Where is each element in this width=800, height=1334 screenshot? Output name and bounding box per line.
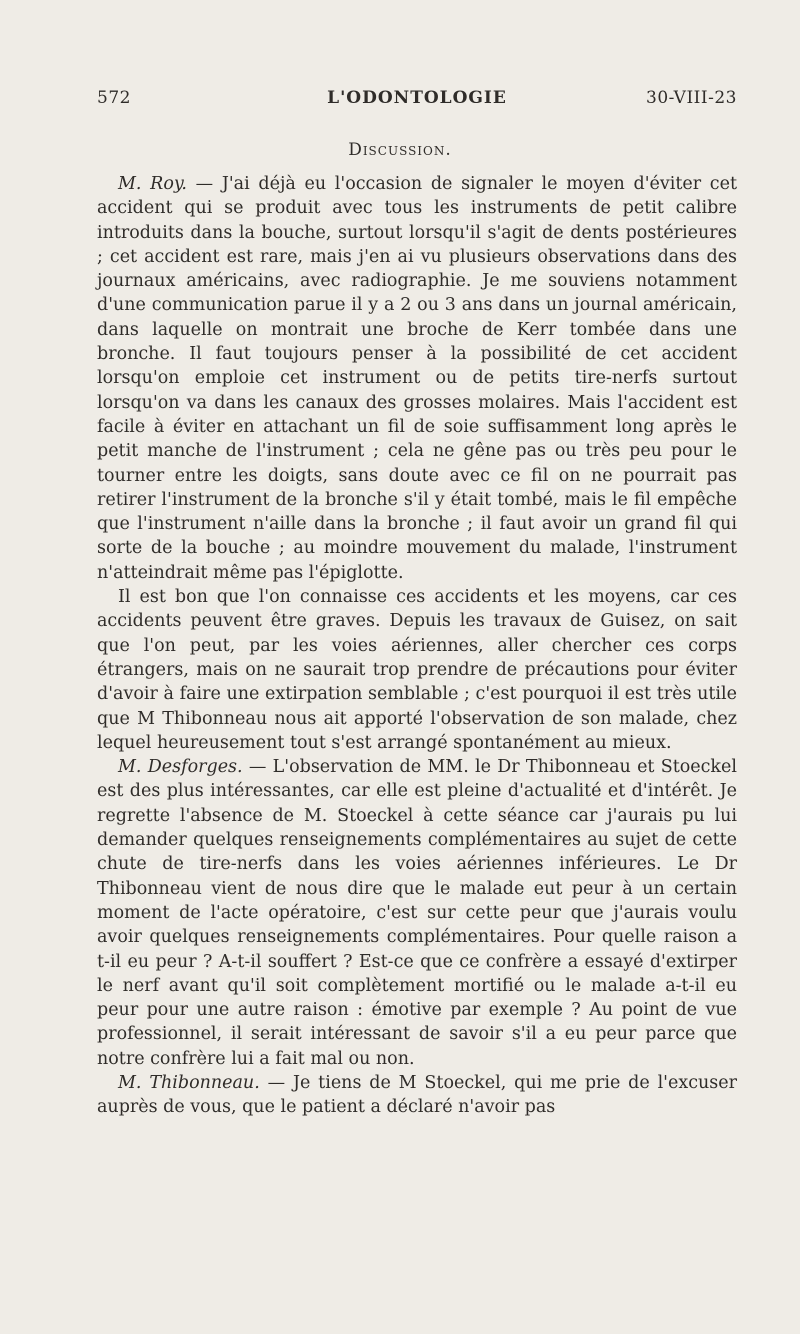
body-text <box>97 172 737 1120</box>
paragraph-thibonneau <box>97 1071 737 1120</box>
paragraph-text: — Je tiens de M Stoeckel, qui me prie de l'excuser auprès de vous, que le patient a déclaré n'avoir pas <box>97 1072 737 1118</box>
section-title: Discussion. <box>348 140 452 160</box>
speaker-name: M. Thibonneau. <box>118 1072 260 1093</box>
paragraph-text: — L'observation de MM. le Dr Thibonneau et Stoeckel est des plus intéressantes, car elle est pleine d'actualité et d'intérêt. Je regrette l'absence de M. Stoeckel à cette séance car j'aurais pu lui demander quelques renseignements complémentaires au sujet de cette chute de tire-nerfs dans les voies aériennes inférieures. Le Dr Thibonneau vient de nous dire que le malade eut peur à un certain moment de l'acte opératoire, c'est sur cette peur que j'aurais voulu avoir quelques renseignements complémentaires. Pour quelle raison a t-il eu peur ? A-t-il souffert ? Est-ce que ce confrère a essayé d'extirper le nerf avant qu'il soit complètement mortifié ou le malade a-t-il eu peur pour une autre raison : émotive par exemple ? Au point de vue professionnel, il serait intéressant de savoir s'il a eu peur parce que notre confrère lui a fait mal ou non. <box>97 757 737 1069</box>
running-header <box>97 88 737 116</box>
paragraph-roy-continued <box>97 585 737 755</box>
speaker-name: M. Roy. <box>118 174 187 194</box>
paragraph-roy <box>97 172 737 585</box>
page-number: 572 <box>97 88 131 108</box>
paragraph-text: Il est bon que l'on connaisse ces accidents et les moyens, car ces accidents peuvent être graves. Depuis les travaux de Guisez, on sait que l'on peut, par les voies aériennes, aller chercher ces corps étrangers, mais on ne saurait trop prendre de précautions pour éviter d'avoir à faire une extirpation semblable ; c'est pourquoi il est très utile que M Thibonneau nous ait apporté l'observation de son malade, chez lequel heureusement tout s'est arrangé spontanément au mieux. <box>97 587 737 753</box>
speaker-name: M. Desforges. <box>118 757 243 778</box>
paragraph-text: — J'ai déjà eu l'occasion de signaler le moyen d'éviter cet accident qui se produit avec tous les instruments de petit calibre introduits dans la bouche, surtout lorsqu'il s'agit de dents postérieures ; cet accident est rare, mais j'en ai vu plusieurs observations dans des journaux américains, avec radiographie. Je me souviens notamment d'une communication parue il y a 2 ou 3 ans dans un journal américain, dans laquelle on montrait une broche de Kerr tombée dans une bronche. Il faut toujours penser à la possibilité de cet accident lorsqu'on emploie cet instrument ou de petits tire-nerfs surtout lorsqu'on va dans les canaux des grosses molaires. Mais l'accident est facile à éviter en attachant un fil de soie suffisamment long après le petit manche de l'instrument ; cela ne gêne pas ou très peu pour le tourner entre les doigts, sans doute avec ce fil on ne pourrait pas retirer l'instrument de la bronche s'il y était tombé, mais le fil empêche que l'instrument n'aille dans la bronche ; il faut avoir un grand fil qui sorte de la bouche ; au moindre mouvement du malade, l'instrument n'atteindrait même pas l'épiglotte. <box>97 174 737 583</box>
journal-title: L'ODONTOLOGIE <box>327 88 507 108</box>
paragraph-desforges <box>97 755 737 1071</box>
issue-date: 30-VIII-23 <box>646 88 737 108</box>
